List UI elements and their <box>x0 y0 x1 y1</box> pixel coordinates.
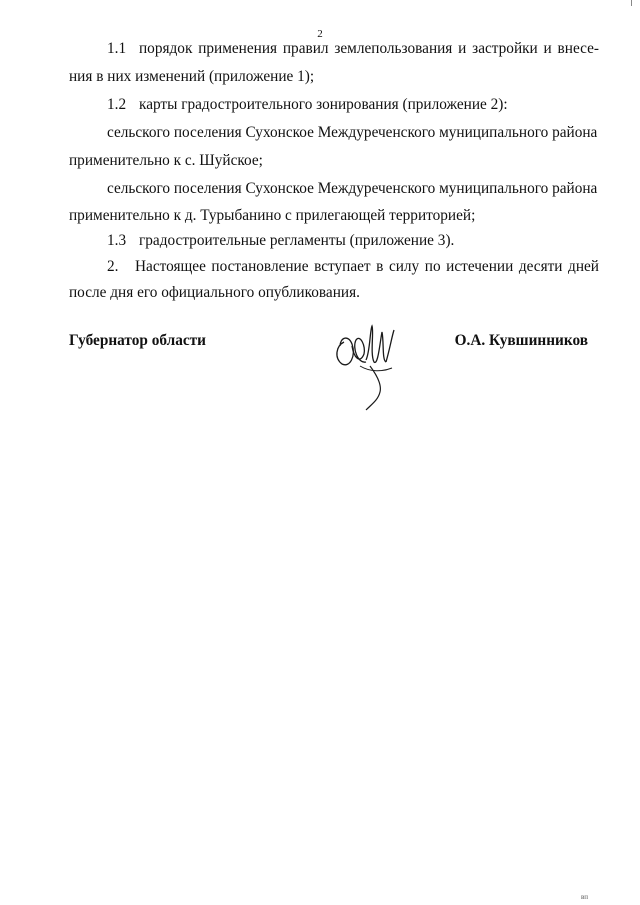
sub-item-2-line-2: применительно к д. Турыбанино с прилегающей территорией; <box>69 207 476 224</box>
item-1-1-line-2: ния в них изменений (приложение 1); <box>69 68 315 85</box>
sub-item-1-line-2: применительно к с. Шуйское; <box>69 152 263 169</box>
item-2-line-1 <box>69 258 599 276</box>
item-2-text: Настоящее постановление вступает в силу по истечении десяти дней <box>135 258 599 275</box>
page-number: 2 <box>317 28 323 40</box>
signatory-title: Губернатор области <box>69 332 206 349</box>
item-1-2-text: карты градостроительного зонирования (приложение 2): <box>139 96 508 113</box>
item-1-2-number: 1.2 <box>107 96 127 113</box>
handwritten-signature <box>330 312 402 412</box>
item-1-3-number: 1.3 <box>107 232 127 249</box>
item-1-3-text: градостроительные регламенты (приложение 3). <box>139 232 455 249</box>
item-1-1-number: 1.1 <box>107 40 127 57</box>
item-1-2-line-1 <box>107 96 508 114</box>
edge-tick <box>631 0 632 6</box>
item-1-3-line-1 <box>107 232 454 250</box>
signatory-name: О.А. Кувшинников <box>454 332 588 349</box>
item-1-1-line-1 <box>69 40 599 58</box>
corner-mark: вп <box>580 893 588 901</box>
item-1-1-text: порядок применения правил землепользования и застройки и внесе- <box>139 40 599 57</box>
item-2-line-2: после дня его официального опубликования. <box>69 284 360 301</box>
item-2-number: 2. <box>107 258 119 275</box>
sub-item-1-line-1: сельского поселения Сухонское Междуреченского муниципального района <box>107 124 598 141</box>
sub-item-2-line-1: сельского поселения Сухонское Междуреченского муниципального района <box>107 180 598 197</box>
